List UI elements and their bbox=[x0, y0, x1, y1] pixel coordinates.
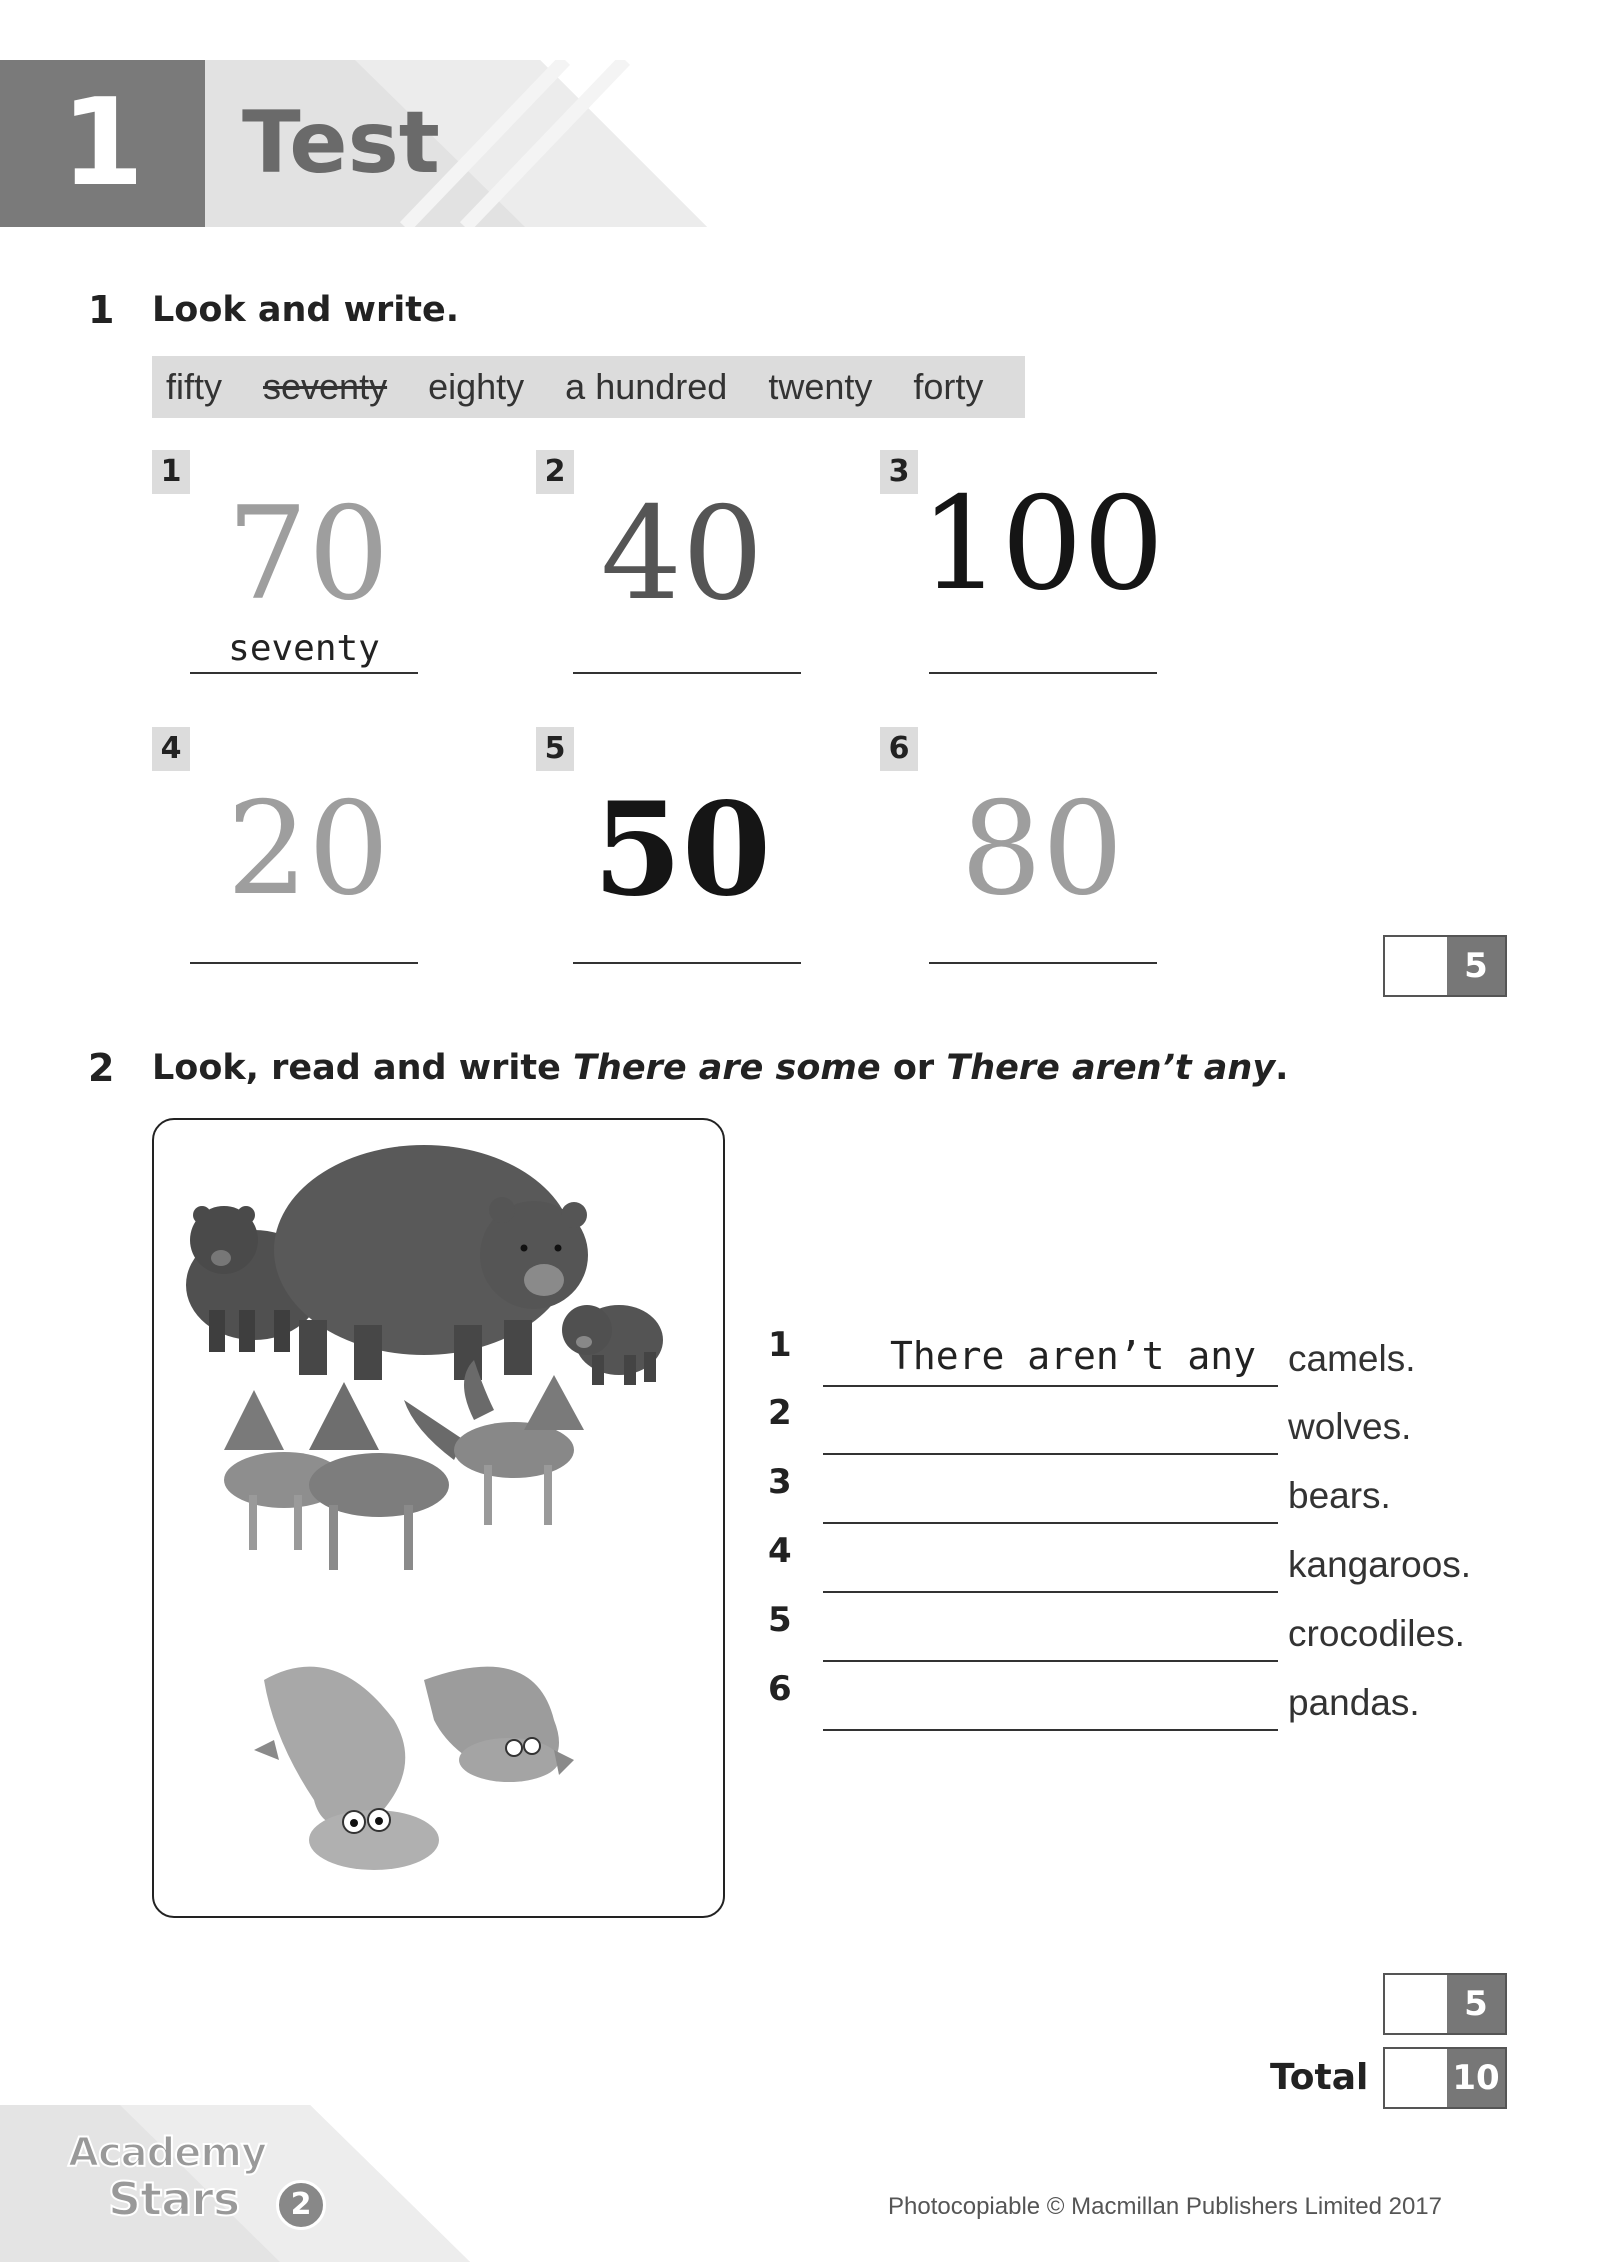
sentence-number: 5 bbox=[768, 1600, 792, 1640]
score-max: 5 bbox=[1447, 1975, 1505, 2033]
answer-line[interactable] bbox=[929, 962, 1157, 964]
item-tag: 1 bbox=[152, 450, 190, 494]
sentence-answer-line[interactable] bbox=[823, 1413, 1278, 1455]
answer-line[interactable] bbox=[190, 672, 418, 674]
sentence-answer-line[interactable] bbox=[823, 1689, 1278, 1731]
section-1-number: 1 bbox=[88, 288, 115, 332]
academy-stars-logo: Academy Stars 2 bbox=[48, 2120, 338, 2240]
section-1-instruction: Look and write. bbox=[152, 290, 459, 330]
sentence-answer-line[interactable] bbox=[823, 1620, 1278, 1662]
sentence-word: crocodiles. bbox=[1288, 1613, 1465, 1654]
item-tag: 4 bbox=[152, 727, 190, 771]
word-bank-item: forty bbox=[913, 366, 984, 407]
number-figure: 70 bbox=[226, 480, 390, 629]
item-tag: 6 bbox=[880, 727, 918, 771]
sentence-answer-text: There aren’t any bbox=[890, 1334, 1257, 1378]
sentence-word: kangaroos. bbox=[1288, 1544, 1472, 1585]
section-2-score-box bbox=[1383, 1973, 1507, 2035]
answer-line[interactable] bbox=[190, 962, 418, 964]
total-score-max: 10 bbox=[1447, 2049, 1505, 2107]
number-figure: 50 bbox=[592, 775, 772, 925]
number-figure: 40 bbox=[600, 480, 764, 629]
animals-illustration bbox=[154, 1120, 723, 1916]
total-score-box bbox=[1383, 2047, 1507, 2109]
sentence-number: 6 bbox=[768, 1669, 792, 1709]
sentence-answer-line[interactable] bbox=[823, 1482, 1278, 1524]
word-bank bbox=[152, 356, 1025, 418]
unit-number: 1 bbox=[0, 60, 205, 227]
answer-text: seventy bbox=[228, 628, 380, 669]
section-1-score-box bbox=[1383, 935, 1507, 997]
sentence-number: 2 bbox=[768, 1393, 792, 1433]
section-2-instruction: Look, read and write There are some or There aren’t any. bbox=[152, 1048, 1289, 1088]
section-2-number: 2 bbox=[88, 1046, 115, 1090]
word-bank-item: a hundred bbox=[565, 366, 728, 407]
bears-illustration bbox=[186, 1145, 663, 1385]
word-bank-item: fifty bbox=[166, 366, 223, 407]
crocodiles-illustration bbox=[254, 1667, 574, 1870]
sentence-word: bears. bbox=[1288, 1475, 1391, 1516]
sentence-word: pandas. bbox=[1288, 1682, 1420, 1723]
sentence-number: 4 bbox=[768, 1531, 792, 1571]
logo-level-badge: 2 bbox=[276, 2180, 326, 2230]
total-label: Total bbox=[1270, 2057, 1369, 2098]
answer-line[interactable] bbox=[573, 672, 801, 674]
score-entry[interactable] bbox=[1385, 2049, 1447, 2107]
sentence-word: camels. bbox=[1288, 1338, 1416, 1379]
word-bank-item: eighty bbox=[428, 366, 525, 407]
item-tag: 2 bbox=[536, 450, 574, 494]
score-entry[interactable] bbox=[1385, 1975, 1447, 2033]
number-figure: 20 bbox=[226, 775, 390, 924]
number-figure: 100 bbox=[919, 470, 1165, 619]
sentence-number: 3 bbox=[768, 1462, 792, 1502]
page-title: Test bbox=[242, 93, 440, 193]
answer-line[interactable] bbox=[929, 672, 1157, 674]
wolves-illustration bbox=[224, 1360, 584, 1570]
answer-line[interactable] bbox=[573, 962, 801, 964]
sentence-number: 1 bbox=[768, 1325, 792, 1365]
animals-picture-frame bbox=[152, 1118, 725, 1918]
sentence-word: wolves. bbox=[1288, 1406, 1412, 1447]
score-max: 5 bbox=[1447, 937, 1505, 995]
score-entry[interactable] bbox=[1385, 937, 1447, 995]
word-bank-item: twenty bbox=[768, 366, 873, 407]
word-bank-item-struck: seventy bbox=[263, 366, 388, 407]
item-tag: 5 bbox=[536, 727, 574, 771]
copyright-notice: Photocopiable © Macmillan Publishers Limited 2017 bbox=[888, 2193, 1442, 2220]
item-tag: 3 bbox=[880, 450, 918, 494]
sentence-answer-line[interactable] bbox=[823, 1551, 1278, 1593]
number-figure: 80 bbox=[960, 775, 1124, 924]
